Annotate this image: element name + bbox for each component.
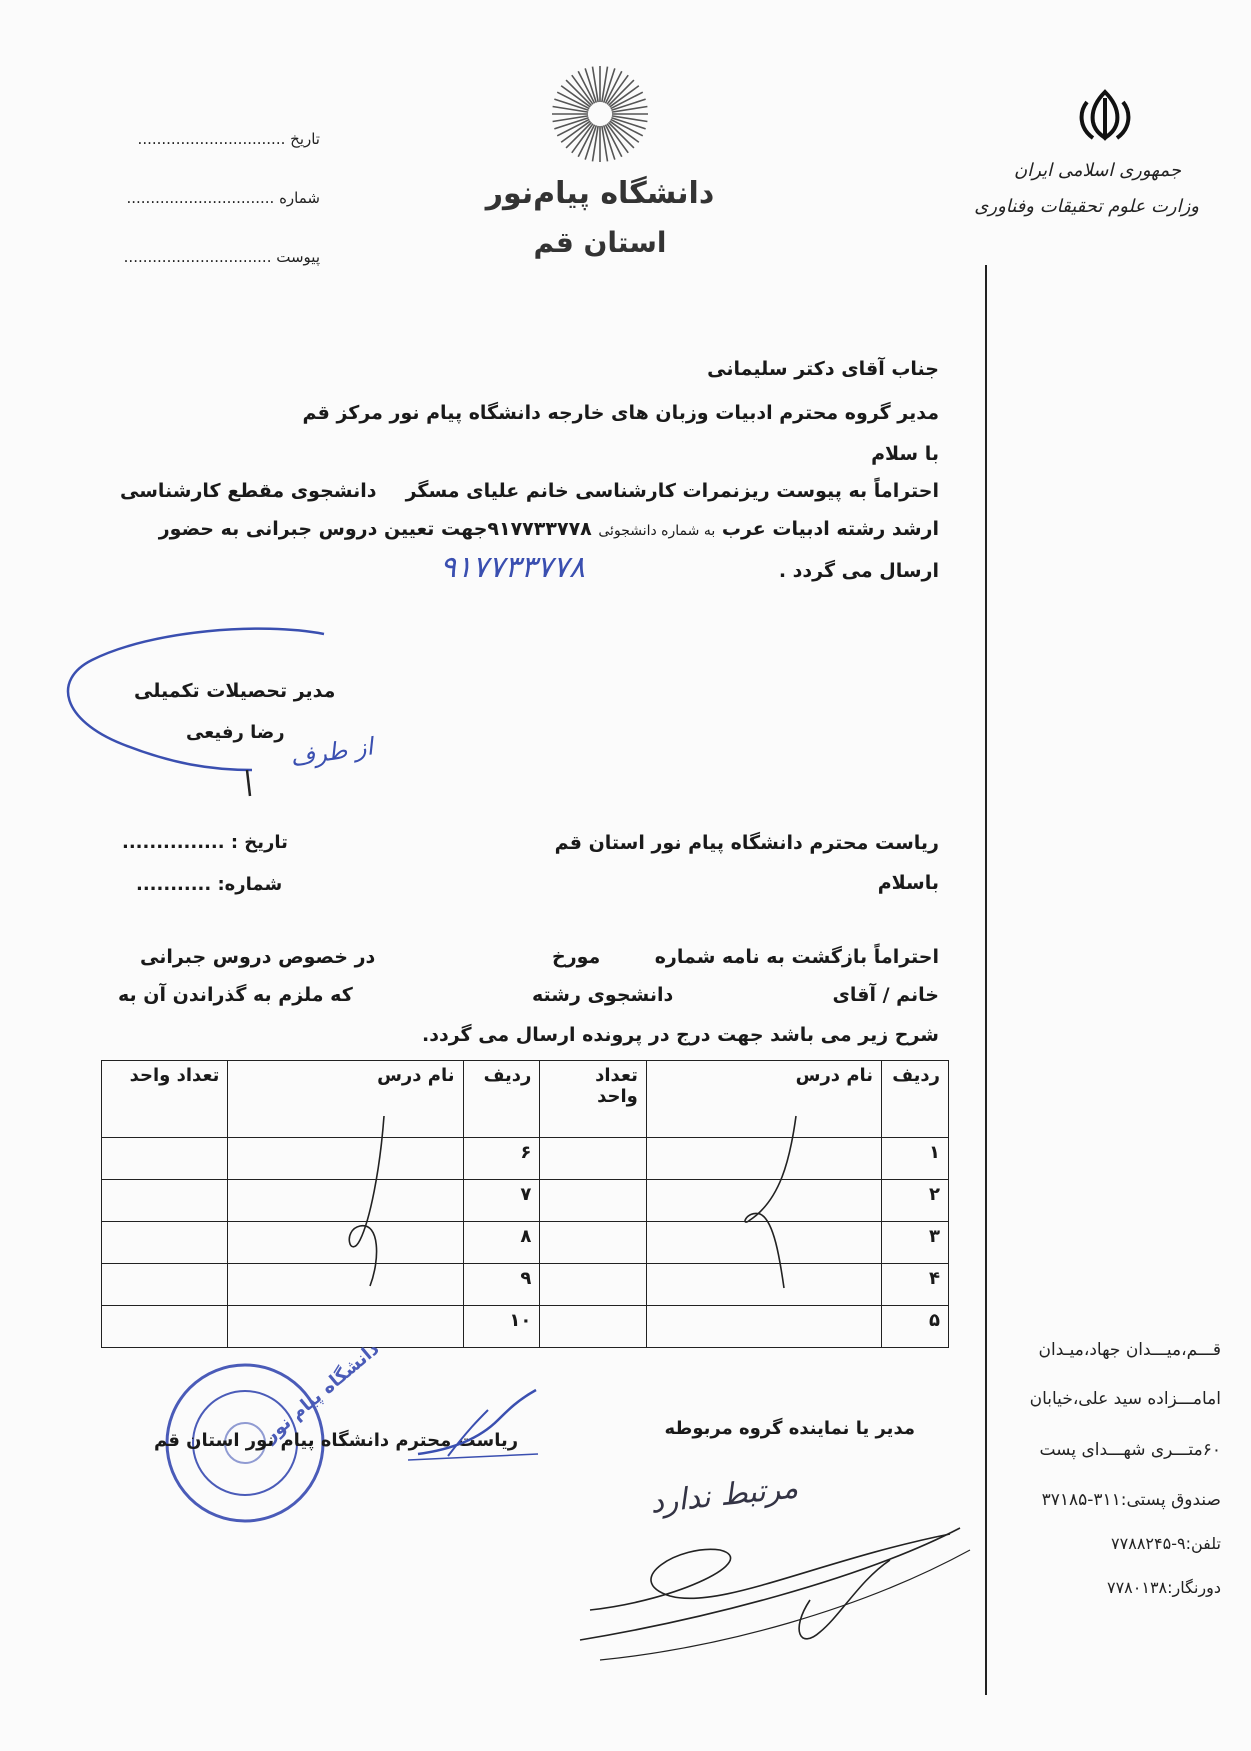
iran-emblem <box>1075 88 1135 144</box>
sidebar-address-1: قـــم،میـــدان جهاد،میـدان <box>1038 1340 1221 1360</box>
letter2-line1-left: در خصوص دروس جبرانی <box>140 946 376 968</box>
letter1-addressee-title: مدیر گروه محترم ادبیات وزبان های خارجه دانشگاه پیام نور مرکز قم <box>302 402 939 424</box>
units-cell <box>540 1222 647 1264</box>
letter1-line2-b: جهت تعیین دروس جبرانی به حضور <box>158 518 488 540</box>
letter1-greeting: با سلام <box>871 443 939 465</box>
row-index-1: ۴ <box>882 1264 949 1306</box>
units-cell <box>540 1138 647 1180</box>
table-header-row <box>102 1061 949 1138</box>
letter1-line2-a: ارشد رشته ادبیات عرب <box>721 518 939 540</box>
th-row-2: ردیف <box>463 1061 540 1138</box>
group-manager-label: مدیر یا نماینده گروه مربوطه <box>664 1418 915 1439</box>
row-index-1: ۱ <box>882 1138 949 1180</box>
president-label: ریاست محترم دانشگاه پیام نور استان قم <box>154 1430 519 1451</box>
letter1-line3: ارسال می گردد . <box>778 560 939 582</box>
row-index-1: ۲ <box>882 1180 949 1222</box>
province-name: استان قم <box>533 226 667 259</box>
letter2-line2-mid: دانشجوی رشته <box>532 984 674 1006</box>
letter2-line1-mid: مورخ <box>552 946 601 968</box>
stamp-text: دانشگاه پیام نور <box>260 1338 384 1447</box>
table-row <box>102 1180 949 1222</box>
letter2-line3: شرح زیر می باشد جهت درج در پرونده ارسال می گردد. <box>422 1024 939 1046</box>
row-index-2: ۶ <box>463 1138 540 1180</box>
university-name: دانشگاه پیام‌نور <box>485 176 715 211</box>
table-row <box>102 1306 949 1348</box>
meta-number-dots: ............................... <box>126 189 275 207</box>
signer-title: مدیر تحصیلات تکمیلی <box>134 680 336 702</box>
letter2-addressee: ریاست محترم دانشگاه پیام نور استان قم <box>554 832 939 854</box>
units-cell <box>540 1306 647 1348</box>
signer-name: رضا رفیعی <box>186 722 285 743</box>
emblem-line-2: وزارت علوم تحقیقات وفناوری <box>974 196 1199 217</box>
sidebar-phone: تلفن:۹-۷۷۸۸۲۴۵ <box>1111 1534 1221 1553</box>
logo-ray <box>592 67 598 103</box>
crossout-stroke-right <box>740 1110 800 1290</box>
letter1-line2 <box>159 518 939 540</box>
logo-ray <box>592 126 598 162</box>
course-cell <box>646 1306 881 1348</box>
th-units-2: تعداد واحد <box>102 1061 228 1138</box>
meta-number-label: شماره <box>279 189 320 207</box>
compensatory-courses-table <box>101 1060 949 1348</box>
letter2-number: شماره: ........... <box>136 874 283 895</box>
table-row <box>102 1264 949 1306</box>
meta-attachment <box>84 248 320 266</box>
letter1-line1-left: دانشجوی مقطع کارشناسی <box>120 480 377 502</box>
logo-ray <box>612 106 648 112</box>
row-index-2: ۹ <box>463 1264 540 1306</box>
letter2-date: تاریخ : ............... <box>122 832 288 853</box>
logo-ray <box>602 126 608 162</box>
row-index-2: ۸ <box>463 1222 540 1264</box>
letter1-line1-right: احتراماً به پیوست ریزنمرات کارشناسی خانم علیای مسگر <box>405 480 939 502</box>
row-index-2: ۷ <box>463 1180 540 1222</box>
emblem-line-1: جمهوری اسلامی ایران <box>1014 160 1181 181</box>
group-manager-note: مرتبط ندارد <box>648 1470 800 1521</box>
group-manager-signature <box>560 1520 980 1670</box>
sidebar-fax: دورنگار:۷۷۸۰۱۳۸ <box>1106 1578 1221 1597</box>
meta-attachment-label: پیوست <box>276 248 320 266</box>
units-cell <box>102 1138 228 1180</box>
handwritten-student-number: ۹۱۷۷۳۳۷۷۸ <box>440 550 586 585</box>
row-index-1: ۳ <box>882 1222 949 1264</box>
meta-attachment-dots: ............................... <box>123 248 272 266</box>
meta-date <box>84 130 320 148</box>
president-signature <box>408 1380 548 1470</box>
blue-curve-mark <box>62 620 342 800</box>
sidebar-address-3: ۶۰متـــری شهـــدای پست <box>1039 1440 1221 1460</box>
th-course-1: نام درس <box>646 1061 881 1138</box>
units-cell <box>540 1264 647 1306</box>
crossout-stroke-left <box>340 1110 400 1290</box>
payame-noor-logo <box>548 62 652 166</box>
letter2-line2-left: که ملزم به گذراندن آن به <box>118 984 353 1006</box>
meta-number <box>84 189 320 207</box>
row-index-1: ۵ <box>882 1306 949 1348</box>
units-cell <box>102 1180 228 1222</box>
letter2-greeting: باسلام <box>877 872 939 894</box>
th-course-2: نام درس <box>228 1061 463 1138</box>
units-cell <box>102 1306 228 1348</box>
table-row <box>102 1222 949 1264</box>
row-index-2: ۱۰ <box>463 1306 540 1348</box>
table-row <box>102 1138 949 1180</box>
sidebar-address-2: امامـــزاده سید علی،خیابان <box>1029 1389 1221 1409</box>
units-cell <box>102 1264 228 1306</box>
meta-date-label: تاریخ <box>290 130 320 148</box>
sidebar-po-box: صندوق پستی:۳۱۱-۳۷۱۸۵ <box>1041 1490 1221 1510</box>
th-row-1: ردیف <box>882 1061 949 1138</box>
units-cell <box>540 1180 647 1222</box>
letter2-line1-right: احتراماً بازگشت به نامه شماره <box>654 946 939 968</box>
signature-note: از طرف <box>288 732 375 772</box>
logo-ray <box>553 116 589 122</box>
logo-ray <box>602 67 608 103</box>
meta-date-dots: ............................... <box>137 130 286 148</box>
student-number: ۹۱۷۷۳۳۷۷۸ <box>487 518 592 540</box>
letter2-line2-right: خانم / آقای <box>832 984 939 1006</box>
logo-ray <box>553 106 589 112</box>
course-cell <box>228 1306 463 1348</box>
sidebar-divider <box>985 265 987 1695</box>
letter1-addressee: جناب آقای دکتر سلیمانی <box>707 358 939 380</box>
letter1-line2-small: به شماره دانشجوئی <box>598 523 716 539</box>
logo-ray <box>612 116 648 122</box>
units-cell <box>102 1222 228 1264</box>
th-units-1: تعداد واحد <box>540 1061 647 1138</box>
